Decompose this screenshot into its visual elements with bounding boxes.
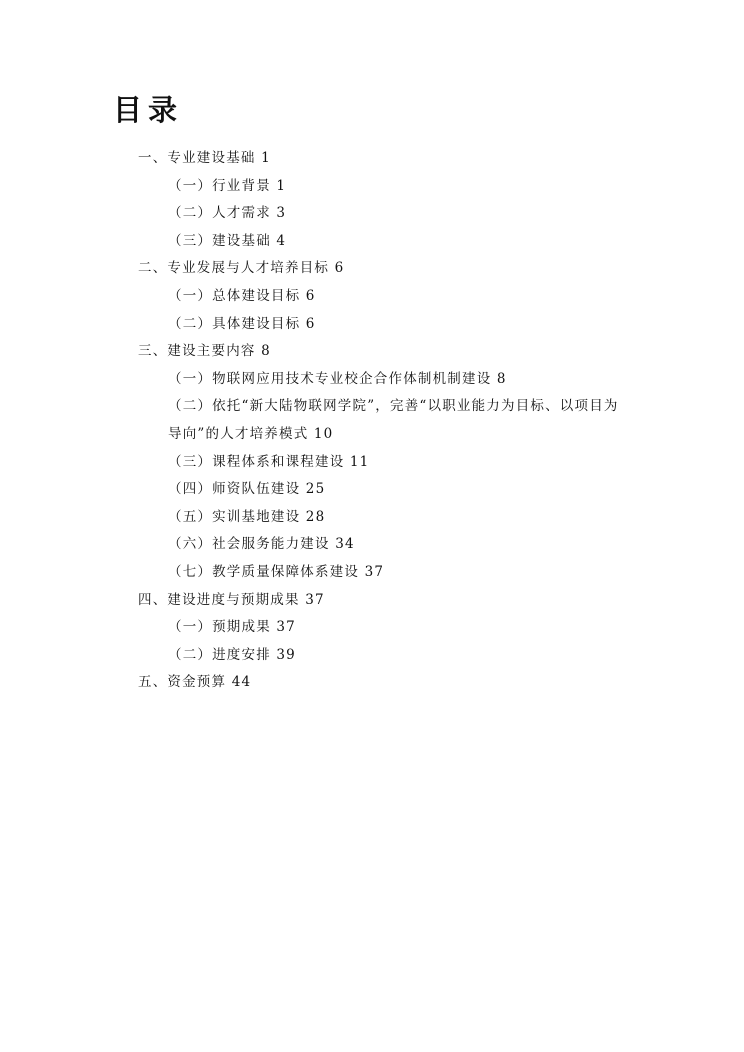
toc-section-3: 三、建设主要内容 8 bbox=[138, 343, 271, 360]
toc-item-1-3: （三）建设基础 4 bbox=[168, 232, 287, 249]
toc-section-2: 二、专业发展与人才培养目标 6 bbox=[138, 260, 345, 277]
toc-item-2-2: （二）具体建设目标 6 bbox=[168, 315, 316, 332]
toc-item-3-4: （四）师资队伍建设 25 bbox=[168, 481, 326, 498]
toc-item-3-6: （六）社会服务能力建设 34 bbox=[168, 536, 355, 553]
toc-section-4: 四、建设进度与预期成果 37 bbox=[138, 591, 325, 608]
toc-item-3-3: （三）课程体系和课程建设 11 bbox=[168, 453, 370, 470]
toc-item-1-1: （一）行业背景 1 bbox=[168, 177, 287, 194]
toc-item-3-2: （二）依托“新大陆物联网学院”，完善“以职业能力为目标、以项目为 bbox=[168, 398, 619, 415]
page-title: 目录 bbox=[113, 93, 184, 127]
toc-section-5: 五、资金预算 44 bbox=[138, 674, 252, 691]
toc-item-4-2: （二）进度安排 39 bbox=[168, 646, 296, 663]
toc-item-3-2-continued: 导向”的人才培养模式 10 bbox=[168, 425, 334, 442]
toc-section-1: 一、专业建设基础 1 bbox=[138, 150, 271, 166]
toc-item-4-1: （一）预期成果 37 bbox=[168, 619, 296, 636]
toc-item-1-2: （二）人才需求 3 bbox=[168, 205, 287, 222]
toc-item-3-1: （一）物联网应用技术专业校企合作体制机制建设 8 bbox=[168, 370, 507, 387]
toc-item-3-5: （五）实训基地建设 28 bbox=[168, 508, 326, 525]
table-of-contents bbox=[0, 145, 744, 697]
toc-item-2-1: （一）总体建设目标 6 bbox=[168, 287, 316, 304]
toc-item-3-7: （七）教学质量保障体系建设 37 bbox=[168, 563, 385, 580]
